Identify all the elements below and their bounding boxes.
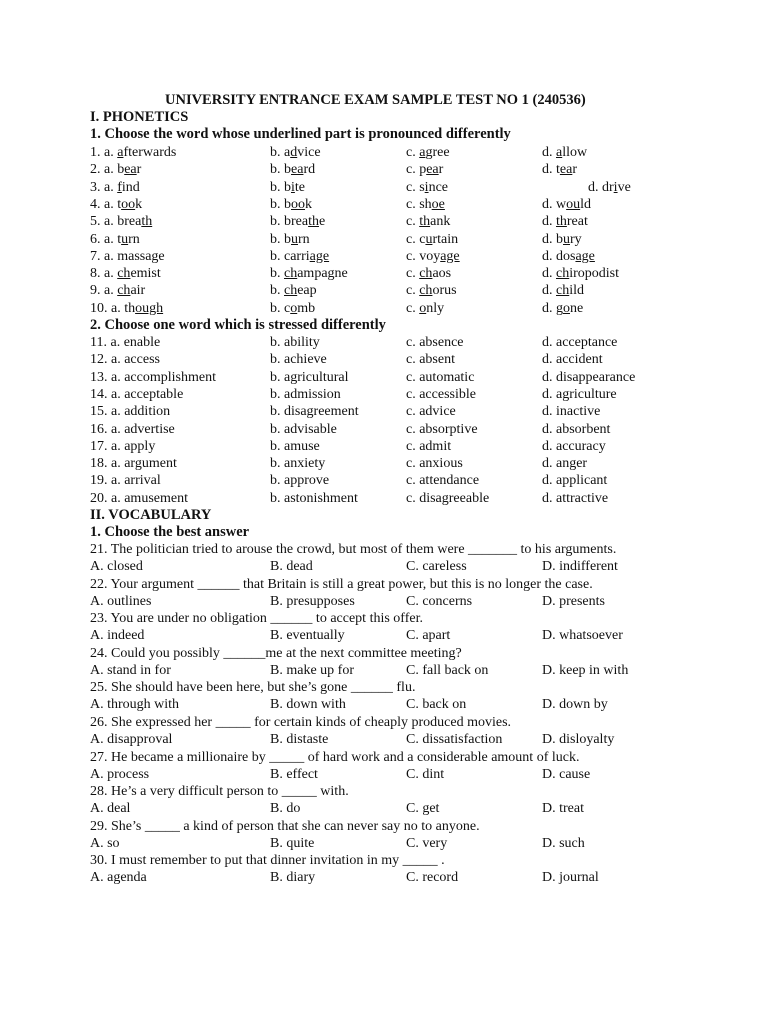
answer-option: D. such: [542, 836, 585, 851]
answer-option: B. distaste: [270, 732, 329, 747]
question-option: b. bite: [270, 180, 305, 195]
answer-option: A. disapproval: [90, 732, 173, 747]
question-text: 25. She should have been here, but she’s gone ______ flu.: [90, 680, 416, 695]
question-option: b. carriage: [270, 249, 330, 264]
question-text: 23. You are under no obligation ______ to accept this offer.: [90, 611, 423, 626]
answer-option: A. agenda: [90, 870, 147, 885]
question-option: 4. a. took: [90, 197, 143, 212]
question-option: b. comb: [270, 301, 316, 316]
part-heading: 1. Choose the word whose underlined part is pronounced differently: [90, 126, 511, 142]
question-option: c. absence: [406, 335, 464, 350]
answer-option: D. cause: [542, 767, 591, 782]
question-option: c. attendance: [406, 473, 480, 488]
question-option: 7. a. massage: [90, 249, 165, 264]
answer-option: B. presupposes: [270, 594, 355, 609]
question-option: d. gone: [542, 301, 584, 316]
answer-option: C. very: [406, 836, 448, 851]
answer-option: B. eventually: [270, 628, 345, 643]
answer-option: C. get: [406, 801, 440, 816]
question-option: 9. a. chair: [90, 283, 146, 298]
question-option: 13. a. accomplishment: [90, 370, 216, 385]
question-option: d. anger: [542, 456, 588, 471]
question-option: c. automatic: [406, 370, 475, 385]
question-option: c. thank: [406, 214, 451, 229]
question-option: c. agree: [406, 145, 450, 160]
question-option: b. astonishment: [270, 491, 358, 506]
answer-option: D. presents: [542, 594, 605, 609]
question-option: d. dosage: [542, 249, 595, 264]
question-text: 29. She’s _____ a kind of person that she can never say no to anyone.: [90, 819, 480, 834]
answer-option: A. so: [90, 836, 120, 851]
part-heading: 1. Choose the best answer: [90, 524, 250, 540]
question-option: b. amuse: [270, 439, 320, 454]
question-option: c. advice: [406, 404, 456, 419]
question-option: c. anxious: [406, 456, 463, 471]
question-option: 19. a. arrival: [90, 473, 161, 488]
question-option: 20. a. amusement: [90, 491, 188, 506]
question-option: b. advisable: [270, 422, 337, 437]
question-text: 21. The politician tried to arouse the crowd, but most of them were _______ to his arguments.: [90, 542, 617, 557]
answer-option: D. down by: [542, 697, 608, 712]
question-option: b. beard: [270, 162, 316, 177]
answer-option: C. careless: [406, 559, 467, 574]
question-option: d. agriculture: [542, 387, 617, 402]
question-option: c. absorptive: [406, 422, 478, 437]
answer-option: D. keep in with: [542, 663, 629, 678]
question-option: b. cheap: [270, 283, 317, 298]
answer-option: C. fall back on: [406, 663, 489, 678]
answer-option: B. quite: [270, 836, 315, 851]
question-option: d. would: [542, 197, 592, 212]
answer-option: D. disloyalty: [542, 732, 615, 747]
question-option: b. achieve: [270, 352, 327, 367]
question-text: 26. She expressed her _____ for certain kinds of cheaply produced movies.: [90, 715, 512, 730]
question-option: c. curtain: [406, 232, 459, 247]
question-option: 16. a. advertise: [90, 422, 175, 437]
answer-option: A. through with: [90, 697, 180, 712]
answer-option: C. apart: [406, 628, 451, 643]
question-option: c. shoe: [406, 197, 445, 212]
question-option: 12. a. access: [90, 352, 160, 367]
page-title: UNIVERSITY ENTRANCE EXAM SAMPLE TEST NO 1 (240536): [165, 92, 586, 108]
question-option: 10. a. though: [90, 301, 164, 316]
section-heading-vocabulary: II. VOCABULARY: [90, 507, 212, 523]
answer-option: A. stand in for: [90, 663, 171, 678]
answer-option: B. dead: [270, 559, 313, 574]
question-option: d. acceptance: [542, 335, 618, 350]
question-option: b. ability: [270, 335, 320, 350]
question-option: b. approve: [270, 473, 330, 488]
question-option: d. bury: [542, 232, 582, 247]
question-option: b. advice: [270, 145, 321, 160]
question-option: c. chaos: [406, 266, 452, 281]
question-option: 17. a. apply: [90, 439, 156, 454]
question-option: 3. a. find: [90, 180, 140, 195]
answer-option: C. dissatisfaction: [406, 732, 503, 747]
question-option: 5. a. breath: [90, 214, 153, 229]
question-option: 18. a. argument: [90, 456, 177, 471]
question-option: c. only: [406, 301, 445, 316]
question-text: 24. Could you possibly ______me at the next committee meeting?: [90, 646, 462, 661]
question-option: 15. a. addition: [90, 404, 171, 419]
answer-option: C. back on: [406, 697, 467, 712]
question-text: 28. He’s a very difficult person to _____ with.: [90, 784, 349, 799]
question-option: 1. a. afterwards: [90, 145, 177, 160]
question-option: d. attractive: [542, 491, 609, 506]
question-option: 6. a. turn: [90, 232, 140, 247]
question-option: c. admit: [406, 439, 452, 454]
answer-option: A. process: [90, 767, 150, 782]
question-option: b. breathe: [270, 214, 326, 229]
question-option: d. accuracy: [542, 439, 606, 454]
question-text: 30. I must remember to put that dinner invitation in my _____ .: [90, 853, 445, 868]
answer-option: A. indeed: [90, 628, 145, 643]
question-option: d. allow: [542, 145, 588, 160]
answer-option: D. whatsoever: [542, 628, 623, 643]
question-option: c. voyage: [406, 249, 460, 264]
answer-option: A. outlines: [90, 594, 152, 609]
question-option: c. pear: [406, 162, 444, 177]
question-option: c. accessible: [406, 387, 476, 402]
answer-option: C. record: [406, 870, 459, 885]
section-heading-phonetics: I. PHONETICS: [90, 109, 189, 125]
question-option: c. disagreeable: [406, 491, 490, 506]
question-option: c. absent: [406, 352, 455, 367]
question-option: d. accident: [542, 352, 603, 367]
answer-option: B. do: [270, 801, 301, 816]
question-option: c. since: [406, 180, 448, 195]
question-option: d. disappearance: [542, 370, 636, 385]
question-option: b. burn: [270, 232, 310, 247]
question-text: 22. Your argument ______ that Britain is still a great power, but this is no longer the case.: [90, 577, 593, 592]
question-option: b. agricultural: [270, 370, 349, 385]
answer-option: B. effect: [270, 767, 318, 782]
question-option: 14. a. acceptable: [90, 387, 184, 402]
answer-option: A. deal: [90, 801, 131, 816]
answer-option: D. indifferent: [542, 559, 618, 574]
question-option: b. disagreement: [270, 404, 359, 419]
question-option: d. threat: [542, 214, 588, 229]
answer-option: B. down with: [270, 697, 346, 712]
question-option: b. admission: [270, 387, 341, 402]
question-text: 27. He became a millionaire by _____ of hard work and a considerable amount of luck.: [90, 750, 580, 765]
question-option: c. chorus: [406, 283, 457, 298]
answer-option: B. diary: [270, 870, 316, 885]
question-option: b. champagne: [270, 266, 348, 281]
question-option: d. tear: [542, 162, 577, 177]
question-option: d. chiropodist: [542, 266, 619, 281]
question-option: 8. a. chemist: [90, 266, 161, 281]
question-option: d. drive: [588, 180, 631, 195]
answer-option: D. treat: [542, 801, 584, 816]
question-option: 11. a. enable: [90, 335, 161, 350]
answer-option: B. make up for: [270, 663, 354, 678]
question-option: b. anxiety: [270, 456, 326, 471]
answer-option: C. concerns: [406, 594, 473, 609]
answer-option: D. journal: [542, 870, 599, 885]
question-option: d. absorbent: [542, 422, 611, 437]
answer-option: A. closed: [90, 559, 143, 574]
question-option: d. applicant: [542, 473, 608, 488]
answer-option: C. dint: [406, 767, 445, 782]
question-option: d. inactive: [542, 404, 601, 419]
part-heading: 2. Choose one word which is stressed differently: [90, 317, 386, 333]
question-option: 2. a. bear: [90, 162, 142, 177]
question-option: d. child: [542, 283, 584, 298]
question-option: b. book: [270, 197, 312, 212]
